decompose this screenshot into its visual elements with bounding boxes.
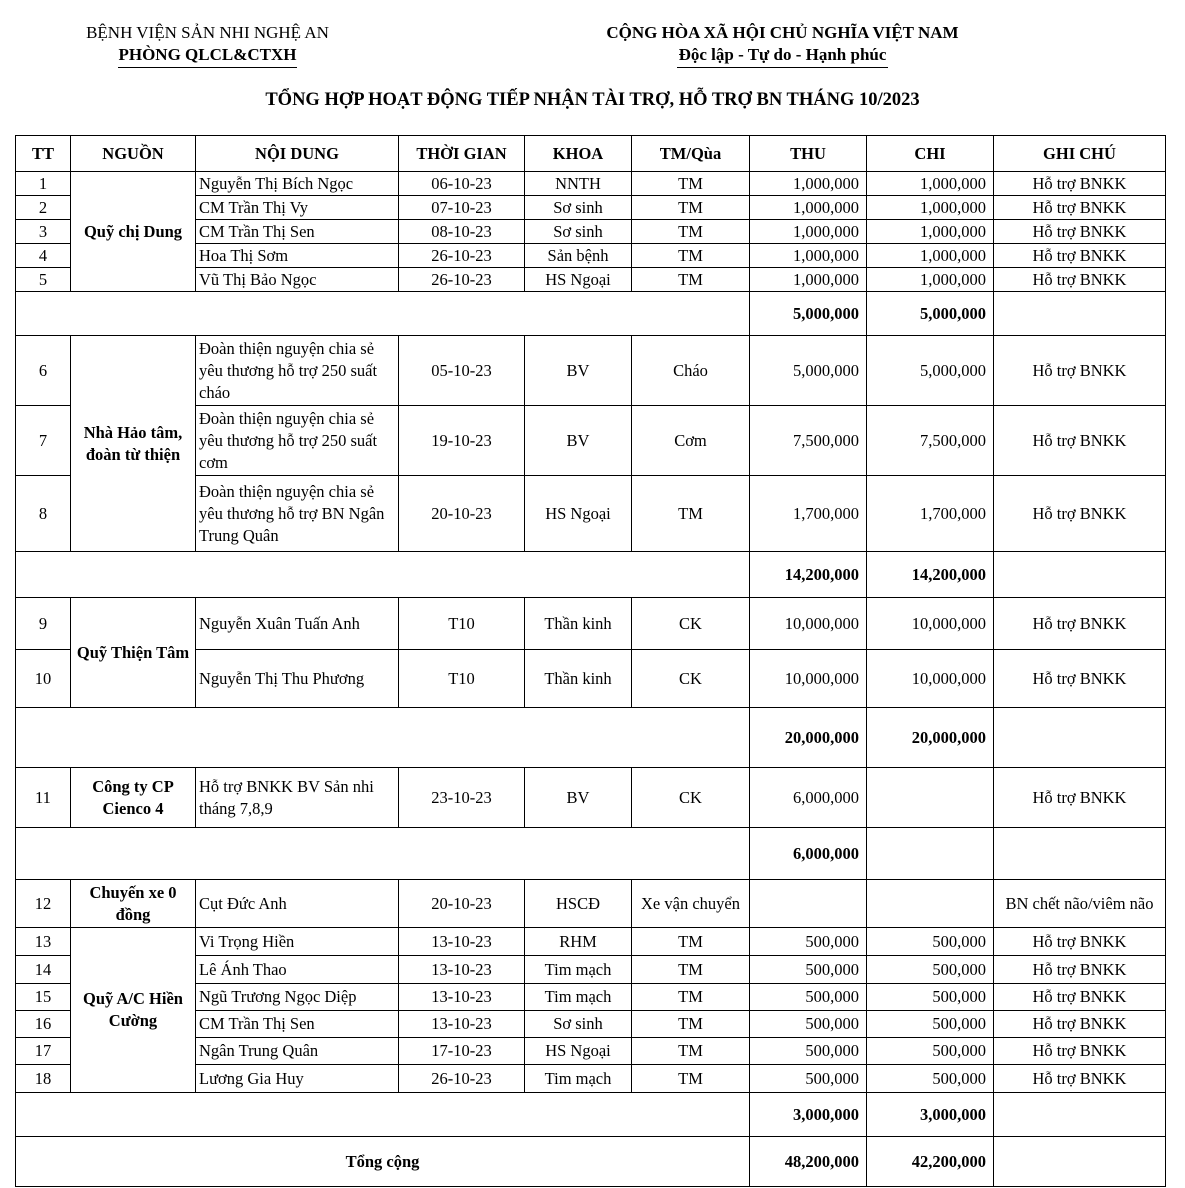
- row-number: 5: [16, 268, 71, 292]
- date-cell: 13-10-23: [399, 984, 525, 1011]
- dept-cell: Tim mạch: [525, 956, 632, 984]
- dept-cell: Sản bệnh: [525, 244, 632, 268]
- dept-cell: HSCĐ: [525, 880, 632, 928]
- report-title: TỔNG HỢP HOẠT ĐỘNG TIẾP NHẬN TÀI TRỢ, HỖ TRỢ BN THÁNG 10/2023: [265, 90, 920, 110]
- thu-cell: 10,000,000: [750, 598, 867, 650]
- row-number: 8: [16, 476, 71, 552]
- note-cell: BN chết não/viêm não: [994, 880, 1166, 928]
- subtotal-spacer: [16, 292, 750, 336]
- source-cell: Chuyến xe 0 đồng: [71, 880, 196, 928]
- note-cell: Hỗ trợ BNKK: [994, 476, 1166, 552]
- date-cell: 07-10-23: [399, 196, 525, 220]
- chi-cell: 500,000: [867, 984, 994, 1011]
- row-number: 7: [16, 406, 71, 476]
- organization-header: [60, 22, 355, 68]
- row-number: 11: [16, 768, 71, 828]
- subtotal-thu: 20,000,000: [750, 708, 867, 768]
- dept-cell: BV: [525, 768, 632, 828]
- content-cell: Đoàn thiện nguyện chia sẻ yêu thương hỗ trợ 250 suất cơm: [196, 406, 399, 476]
- table-row: [16, 768, 1166, 828]
- thu-cell: 1,000,000: [750, 196, 867, 220]
- table-row: [16, 880, 1166, 928]
- note-cell: Hỗ trợ BNKK: [994, 220, 1166, 244]
- dept-cell: Sơ sinh: [525, 1011, 632, 1038]
- date-cell: 20-10-23: [399, 880, 525, 928]
- col-header-type: TM/Qùa: [632, 136, 750, 172]
- type-cell: TM: [632, 928, 750, 956]
- subtotal-spacer: [16, 1093, 750, 1137]
- row-number: 15: [16, 984, 71, 1011]
- date-cell: 05-10-23: [399, 336, 525, 406]
- table-row: [16, 928, 1166, 956]
- thu-cell: 10,000,000: [750, 650, 867, 708]
- type-cell: TM: [632, 1038, 750, 1065]
- col-header-dept: KHOA: [525, 136, 632, 172]
- content-cell: CM Trần Thị Sen: [196, 1011, 399, 1038]
- type-cell: TM: [632, 220, 750, 244]
- thu-cell: 1,000,000: [750, 268, 867, 292]
- note-cell: Hỗ trợ BNKK: [994, 984, 1166, 1011]
- chi-cell: [867, 880, 994, 928]
- total-note: [994, 1137, 1166, 1187]
- date-cell: T10: [399, 650, 525, 708]
- chi-cell: 1,000,000: [867, 220, 994, 244]
- chi-cell: 500,000: [867, 928, 994, 956]
- thu-cell: 500,000: [750, 1065, 867, 1093]
- thu-cell: 500,000: [750, 984, 867, 1011]
- sponsorship-table: [15, 135, 1166, 1187]
- subtotal-note: [994, 552, 1166, 598]
- subtotal-row: [16, 292, 1166, 336]
- col-header-source: NGUỒN: [71, 136, 196, 172]
- date-cell: 13-10-23: [399, 956, 525, 984]
- chi-cell: 500,000: [867, 1011, 994, 1038]
- note-cell: Hỗ trợ BNKK: [994, 406, 1166, 476]
- dept-cell: Thần kinh: [525, 598, 632, 650]
- content-cell: CM Trần Thị Sen: [196, 220, 399, 244]
- col-header-content: NỘI DUNG: [196, 136, 399, 172]
- date-cell: 23-10-23: [399, 768, 525, 828]
- header-row: [16, 136, 1166, 172]
- chi-cell: 7,500,000: [867, 406, 994, 476]
- note-cell: Hỗ trợ BNKK: [994, 336, 1166, 406]
- subtotal-note: [994, 708, 1166, 768]
- total-label: Tổng cộng: [16, 1137, 750, 1187]
- subtotal-chi: 5,000,000: [867, 292, 994, 336]
- total-row: [16, 1137, 1166, 1187]
- row-number: 14: [16, 956, 71, 984]
- subtotal-row: [16, 1093, 1166, 1137]
- national-motto: Độc lập - Tự do - Hạnh phúc: [677, 44, 889, 68]
- note-cell: Hỗ trợ BNKK: [994, 244, 1166, 268]
- row-number: 16: [16, 1011, 71, 1038]
- content-cell: Vũ Thị Bảo Ngọc: [196, 268, 399, 292]
- type-cell: TM: [632, 956, 750, 984]
- department-name: PHÒNG QLCL&CTXH: [118, 44, 296, 68]
- type-cell: Xe vận chuyển: [632, 880, 750, 928]
- row-number: 6: [16, 336, 71, 406]
- subtotal-chi: 20,000,000: [867, 708, 994, 768]
- subtotal-row: [16, 828, 1166, 880]
- thu-cell: 500,000: [750, 1038, 867, 1065]
- date-cell: 20-10-23: [399, 476, 525, 552]
- note-cell: Hỗ trợ BNKK: [994, 956, 1166, 984]
- dept-cell: HS Ngoại: [525, 1038, 632, 1065]
- chi-cell: 1,000,000: [867, 172, 994, 196]
- note-cell: Hỗ trợ BNKK: [994, 928, 1166, 956]
- dept-cell: Tim mạch: [525, 984, 632, 1011]
- date-cell: 13-10-23: [399, 1011, 525, 1038]
- content-cell: Cụt Đức Anh: [196, 880, 399, 928]
- source-cell: Quỹ A/C Hiền Cường: [71, 928, 196, 1093]
- thu-cell: 6,000,000: [750, 768, 867, 828]
- dept-cell: Sơ sinh: [525, 196, 632, 220]
- content-cell: Nguyễn Xuân Tuấn Anh: [196, 598, 399, 650]
- dept-cell: BV: [525, 336, 632, 406]
- source-cell: Quỹ chị Dung: [71, 172, 196, 292]
- thu-cell: 1,700,000: [750, 476, 867, 552]
- dept-cell: HS Ngoại: [525, 268, 632, 292]
- subtotal-spacer: [16, 552, 750, 598]
- chi-cell: 500,000: [867, 1065, 994, 1093]
- date-cell: 17-10-23: [399, 1038, 525, 1065]
- note-cell: Hỗ trợ BNKK: [994, 1038, 1166, 1065]
- subtotal-chi: 3,000,000: [867, 1093, 994, 1137]
- thu-cell: 1,000,000: [750, 220, 867, 244]
- subtotal-row: [16, 552, 1166, 598]
- nation-name: CỘNG HÒA XÃ HỘI CHỦ NGHĨA VIỆT NAM: [606, 23, 959, 42]
- type-cell: Cháo: [632, 336, 750, 406]
- subtotal-note: [994, 292, 1166, 336]
- col-header-tt: TT: [16, 136, 71, 172]
- subtotal-chi: [867, 828, 994, 880]
- thu-cell: 500,000: [750, 928, 867, 956]
- col-header-date: THỜI GIAN: [399, 136, 525, 172]
- content-cell: Lê Ánh Thao: [196, 956, 399, 984]
- row-number: 9: [16, 598, 71, 650]
- type-cell: TM: [632, 244, 750, 268]
- subtotal-thu: 5,000,000: [750, 292, 867, 336]
- note-cell: Hỗ trợ BNKK: [994, 1011, 1166, 1038]
- source-cell: Quỹ Thiện Tâm: [71, 598, 196, 708]
- date-cell: 08-10-23: [399, 220, 525, 244]
- chi-cell: 500,000: [867, 1038, 994, 1065]
- col-header-note: GHI CHÚ: [994, 136, 1166, 172]
- national-header: [575, 22, 990, 68]
- type-cell: TM: [632, 196, 750, 220]
- subtotal-thu: 3,000,000: [750, 1093, 867, 1137]
- content-cell: Hỗ trợ BNKK BV Sản nhi tháng 7,8,9: [196, 768, 399, 828]
- dept-cell: BV: [525, 406, 632, 476]
- chi-cell: 5,000,000: [867, 336, 994, 406]
- dept-cell: RHM: [525, 928, 632, 956]
- type-cell: TM: [632, 172, 750, 196]
- row-number: 3: [16, 220, 71, 244]
- col-header-thu: THU: [750, 136, 867, 172]
- org-name: BỆNH VIỆN SẢN NHI NGHỆ AN: [86, 23, 329, 42]
- date-cell: 26-10-23: [399, 244, 525, 268]
- note-cell: Hỗ trợ BNKK: [994, 768, 1166, 828]
- chi-cell: 10,000,000: [867, 650, 994, 708]
- content-cell: CM Trần Thị Vy: [196, 196, 399, 220]
- content-cell: Nguyễn Thị Thu Phương: [196, 650, 399, 708]
- subtotal-thu: 6,000,000: [750, 828, 867, 880]
- subtotal-spacer: [16, 828, 750, 880]
- type-cell: TM: [632, 1011, 750, 1038]
- dept-cell: Tim mạch: [525, 1065, 632, 1093]
- note-cell: Hỗ trợ BNKK: [994, 598, 1166, 650]
- subtotal-note: [994, 1093, 1166, 1137]
- type-cell: CK: [632, 598, 750, 650]
- thu-cell: 1,000,000: [750, 172, 867, 196]
- subtotal-note: [994, 828, 1166, 880]
- thu-cell: 1,000,000: [750, 244, 867, 268]
- row-number: 18: [16, 1065, 71, 1093]
- subtotal-chi: 14,200,000: [867, 552, 994, 598]
- note-cell: Hỗ trợ BNKK: [994, 172, 1166, 196]
- date-cell: 13-10-23: [399, 928, 525, 956]
- table-row: [16, 172, 1166, 196]
- row-number: 17: [16, 1038, 71, 1065]
- chi-cell: 1,000,000: [867, 268, 994, 292]
- content-cell: Đoàn thiện nguyện chia sẻ yêu thương hỗ trợ 250 suất cháo: [196, 336, 399, 406]
- date-cell: 26-10-23: [399, 1065, 525, 1093]
- thu-cell: 7,500,000: [750, 406, 867, 476]
- note-cell: Hỗ trợ BNKK: [994, 650, 1166, 708]
- table-row: [16, 336, 1166, 406]
- note-cell: Hỗ trợ BNKK: [994, 196, 1166, 220]
- table-body: [16, 172, 1166, 1187]
- content-cell: Vi Trọng Hiền: [196, 928, 399, 956]
- content-cell: Đoàn thiện nguyện chia sẻ yêu thương hỗ trợ BN Ngân Trung Quân: [196, 476, 399, 552]
- row-number: 10: [16, 650, 71, 708]
- total-thu: 48,200,000: [750, 1137, 867, 1187]
- type-cell: Cơm: [632, 406, 750, 476]
- type-cell: TM: [632, 1065, 750, 1093]
- content-cell: Hoa Thị Sơm: [196, 244, 399, 268]
- content-cell: Nguyễn Thị Bích Ngọc: [196, 172, 399, 196]
- thu-cell: [750, 880, 867, 928]
- thu-cell: 500,000: [750, 956, 867, 984]
- chi-cell: 500,000: [867, 956, 994, 984]
- thu-cell: 500,000: [750, 1011, 867, 1038]
- row-number: 4: [16, 244, 71, 268]
- subtotal-row: [16, 708, 1166, 768]
- chi-cell: 1,700,000: [867, 476, 994, 552]
- row-number: 2: [16, 196, 71, 220]
- type-cell: TM: [632, 984, 750, 1011]
- date-cell: T10: [399, 598, 525, 650]
- type-cell: TM: [632, 476, 750, 552]
- date-cell: 19-10-23: [399, 406, 525, 476]
- chi-cell: 1,000,000: [867, 196, 994, 220]
- date-cell: 06-10-23: [399, 172, 525, 196]
- type-cell: CK: [632, 650, 750, 708]
- dept-cell: Thần kinh: [525, 650, 632, 708]
- total-chi: 42,200,000: [867, 1137, 994, 1187]
- chi-cell: 10,000,000: [867, 598, 994, 650]
- row-number: 12: [16, 880, 71, 928]
- content-cell: Ngũ Trương Ngọc Diệp: [196, 984, 399, 1011]
- content-cell: Ngân Trung Quân: [196, 1038, 399, 1065]
- date-cell: 26-10-23: [399, 268, 525, 292]
- source-cell: Công ty CP Cienco 4: [71, 768, 196, 828]
- note-cell: Hỗ trợ BNKK: [994, 268, 1166, 292]
- dept-cell: HS Ngoại: [525, 476, 632, 552]
- chi-cell: 1,000,000: [867, 244, 994, 268]
- row-number: 1: [16, 172, 71, 196]
- table-row: [16, 598, 1166, 650]
- type-cell: TM: [632, 268, 750, 292]
- subtotal-spacer: [16, 708, 750, 768]
- dept-cell: Sơ sinh: [525, 220, 632, 244]
- subtotal-thu: 14,200,000: [750, 552, 867, 598]
- dept-cell: NNTH: [525, 172, 632, 196]
- row-number: 13: [16, 928, 71, 956]
- thu-cell: 5,000,000: [750, 336, 867, 406]
- chi-cell: [867, 768, 994, 828]
- col-header-chi: CHI: [867, 136, 994, 172]
- source-cell: Nhà Hảo tâm, đoàn từ thiện: [71, 336, 196, 552]
- note-cell: Hỗ trợ BNKK: [994, 1065, 1166, 1093]
- type-cell: CK: [632, 768, 750, 828]
- content-cell: Lương Gia Huy: [196, 1065, 399, 1093]
